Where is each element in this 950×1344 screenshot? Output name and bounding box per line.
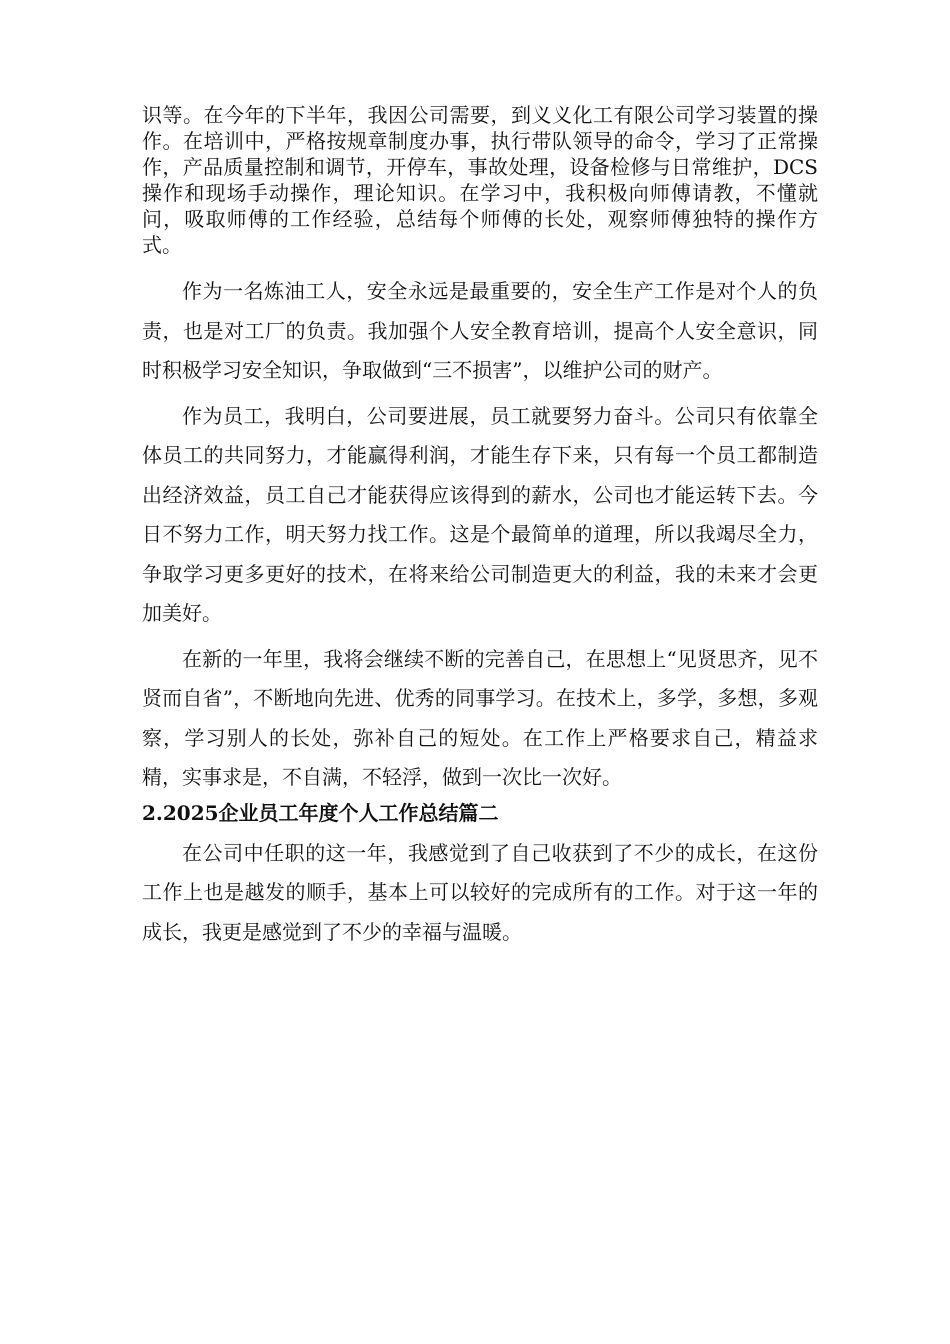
paragraph-section-two-intro: 在公司中任职的这一年，我感觉到了自己收获到了不少的成长，在这份工作上也是越发的顺手，基本上可以较好的完成所有的工作。对于这一年的成长，我更是感觉到了不少的幸福与温暖。 — [142, 840, 818, 944]
paragraph-training: 识等。在今年的下半年，我因公司需要，到义义化工有限公司学习装置的操作。在培训中，严格按规章制度办事，执行带队领导的命令，学习了正常操作，产品质量控制和调节，开停车，事故处理，设备检修与日常维护，DCS操作和现场手动操作，理论知识。在学习中，我积极向师傅请教，不懂就问，吸取师傅的工作经验，总结每个师傅的长处，观察师傅独特的操作方式。 — [142, 103, 818, 257]
paragraph-employee-effort: 作为员工，我明白，公司要进展，员工就要努力奋斗。公司只有依靠全体员工的共同努力，才能赢得利润，才能生存下来，只有每一个员工都制造出经济效益，员工自己才能获得应该得到的薪水，公司也才能运转下去。今日不努力工作，明天努力找工作。这是个最简单的道理，所以我竭尽全力，争取学习更多更好的技术，在将来给公司制造更大的利益，我的未来才会更加美好。 — [142, 403, 818, 625]
paragraph-safety: 作为一名炼油工人，安全永远是最重要的，安全生产工作是对个人的负责，也是对工厂的负责。我加强个人安全教育培训，提高个人安全意识，同时积极学习安全知识，争取做到“三不损害”，以维护公司的财产。 — [142, 279, 818, 382]
document-page — [142, 102, 818, 952]
section-heading: 2.2025企业员工年度个人工作总结篇二 — [142, 800, 499, 825]
paragraph-new-year-plan: 在新的一年里，我将会继续不断的完善自己，在思想上“见贤思齐，见不贤而自省”，不断地向先进、优秀的同事学习。在技术上，多学，多想，多观察，学习别人的长处，弥补自己的短处。在工作上严格要求自己，精益求精，实事求是，不自满，不轻浮，做到一次比一次好。 — [142, 646, 818, 789]
